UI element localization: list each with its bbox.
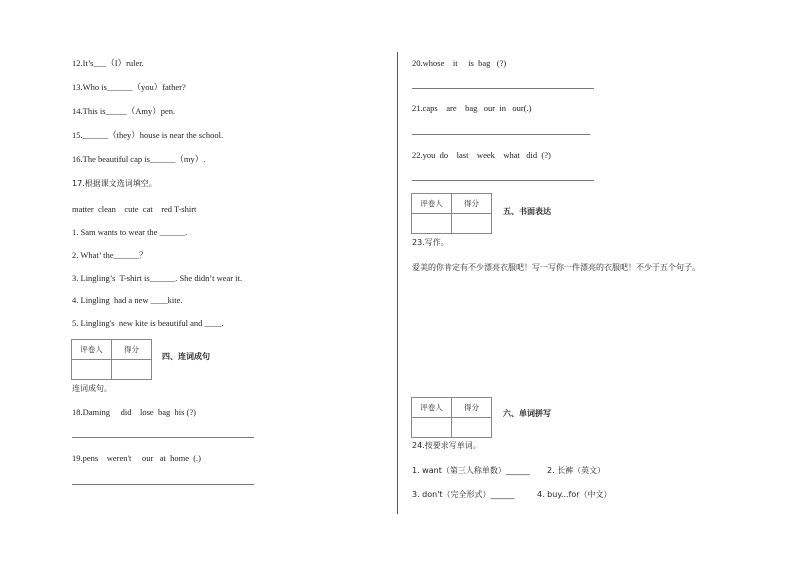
- question-23-prompt: 爱美的你肯定有不少漂亮衣服吧！写一写你一件漂亮的衣服吧！不少于五个句子。: [412, 263, 700, 272]
- reviewer-cell: [412, 418, 452, 438]
- answer-line-18: [72, 437, 254, 438]
- question-17-title: 17.根据课文选词填空。: [72, 179, 157, 188]
- score-header: 得分: [112, 340, 152, 360]
- answer-line-22: [412, 180, 594, 181]
- score-header: 得分: [452, 398, 492, 418]
- section-4-title: 四、连词成句: [162, 352, 210, 361]
- section-5-title: 五、书面表达: [503, 207, 551, 216]
- reviewer-header: 评卷人: [412, 194, 452, 214]
- question-24-1: 1. want（第三人称单数）______: [412, 466, 530, 475]
- question-12: 12.It’s___（I）ruler.: [72, 58, 144, 68]
- question-21: 21.caps are bag our in our(.): [412, 103, 532, 113]
- question-17-3: 3. Lingling’s T-shirt is______. She didn’t wear it.: [72, 273, 243, 283]
- reviewer-header: 评卷人: [72, 340, 112, 360]
- reviewer-cell: [72, 360, 112, 380]
- question-17-5: 5. Lingling's new kite is beautiful and ____.: [72, 318, 224, 328]
- score-table-6: [411, 397, 492, 438]
- word-bank: matter clean cute cat red T-shirt: [72, 204, 197, 214]
- answer-line-21: [412, 134, 590, 135]
- question-18: 18.Daming did lose bag his (?): [72, 407, 196, 417]
- question-17-1: 1. Sam wants to wear the ______.: [72, 227, 188, 237]
- question-24-4: 4. buy...for（中文）: [537, 490, 612, 499]
- answer-line-19: [72, 484, 254, 485]
- question-24-title: 24.按要求写单词。: [412, 441, 481, 450]
- question-22: 22.you do last week what did (?): [412, 150, 551, 160]
- score-cell: [112, 360, 152, 380]
- reviewer-cell: [412, 214, 452, 234]
- score-cell: [452, 214, 492, 234]
- reviewer-header: 评卷人: [412, 398, 452, 418]
- question-19: 19.pens weren't our at home (.): [72, 453, 201, 463]
- score-table-5: [411, 193, 492, 234]
- question-23-title: 23.写作。: [412, 238, 449, 247]
- question-24-3: 3. don't（完全形式）______: [412, 490, 515, 499]
- question-14: 14.This is_____（Amy）pen.: [72, 106, 176, 116]
- question-17-4: 4. Lingling had a new ____kite.: [72, 295, 183, 305]
- score-table-4: [71, 339, 152, 380]
- score-header: 得分: [452, 194, 492, 214]
- section-6-title: 六、单词拼写: [503, 409, 551, 418]
- question-24-2: 2. 长裤（英文）: [547, 466, 606, 475]
- column-divider: [397, 52, 398, 514]
- answer-line-20: [412, 88, 594, 89]
- question-20: 20.whose it is bag (?): [412, 58, 507, 68]
- section-4-instruction: 连词成句。: [72, 384, 112, 393]
- question-13: 13.Who is______（you）father?: [72, 82, 186, 92]
- question-17-2: 2. What’ the______？: [72, 250, 148, 260]
- question-16: 16.The beautiful cap is______（my）.: [72, 154, 206, 164]
- score-cell: [452, 418, 492, 438]
- question-15: 15.______（they）house is near the school.: [72, 130, 224, 140]
